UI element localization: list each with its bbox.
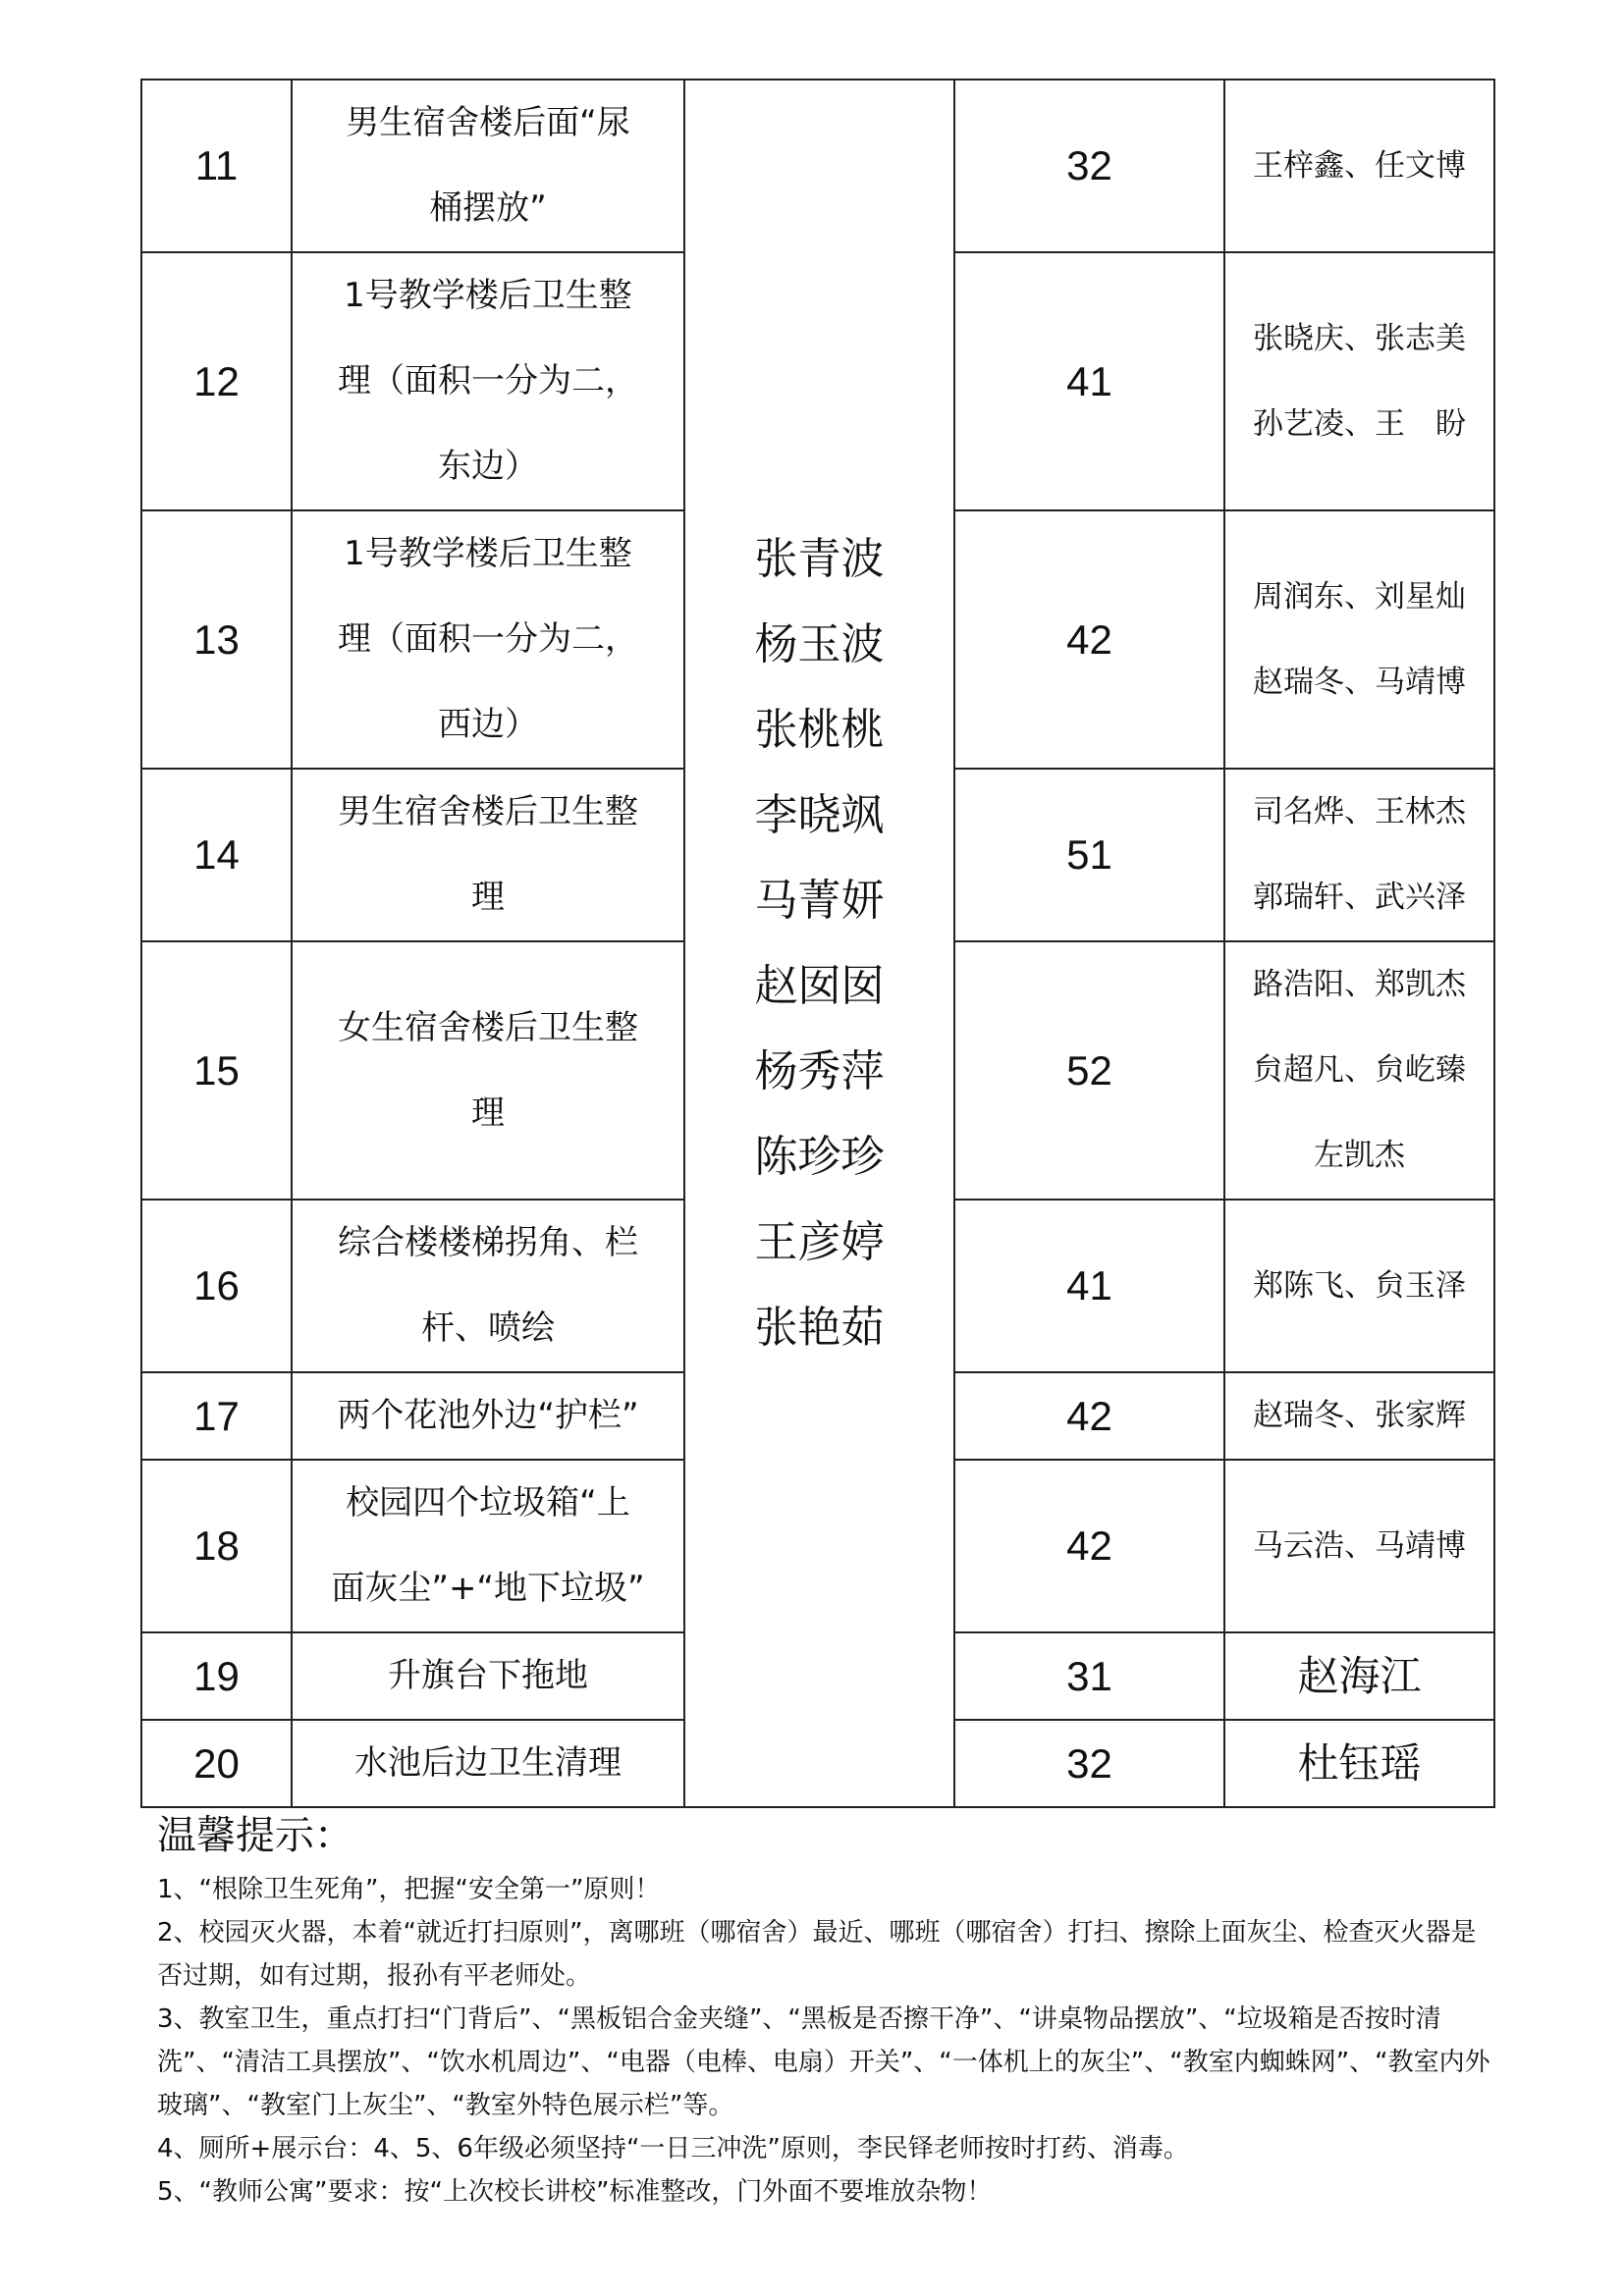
students-cell: 路浩阳、郑凯杰 贠超凡、贠屹臻 左凯杰	[1224, 941, 1494, 1200]
students-cell: 郑陈飞、贠玉泽	[1224, 1200, 1494, 1372]
students-cell: 王梓鑫、任文博	[1224, 80, 1494, 252]
row-number: 16	[141, 1200, 292, 1372]
class-cell: 42	[954, 1372, 1224, 1460]
table-row	[141, 80, 1494, 252]
teacher-name: 杨秀萍	[754, 1046, 885, 1096]
students-cell: 司名烨、王林杰 郭瑞轩、武兴泽	[1224, 769, 1494, 941]
row-number: 17	[141, 1372, 292, 1460]
teacher-name: 杨玉波	[754, 619, 885, 669]
duty-table	[140, 79, 1495, 1808]
students-cell: 赵海江	[1224, 1632, 1494, 1720]
students-cell: 杜钰瑶	[1224, 1720, 1494, 1807]
class-cell: 32	[954, 1720, 1224, 1807]
tip-item: 3、教室卫生，重点打扫“门背后”、“黑板铝合金夹缝”、“黑板是否擦干净”、“讲桌物品摆放”、“垃圾箱是否按时清洗”、“清洁工具摆放”、“饮水机周边”、“电器（电棒、电扇）开关”、“一体机上的灰尘”、“教室内蜘蛛网”、“教室内外玻璃”、“教室门上灰尘”、“教室外特色展示栏”等。	[157, 2004, 1490, 2120]
teacher-name: 马菁妍	[754, 876, 885, 926]
class-cell: 42	[954, 1460, 1224, 1632]
task-cell: 水池后边卫生清理	[292, 1720, 684, 1807]
class-cell: 41	[954, 252, 1224, 510]
teacher-name: 张艳茹	[754, 1303, 885, 1353]
row-number: 11	[141, 80, 292, 252]
task-cell: 两个花池外边“护栏”	[292, 1372, 684, 1460]
task-cell: 1号教学楼后卫生整 理（面积一分为二， 西边）	[292, 510, 684, 769]
students-cell: 赵瑞冬、张家辉	[1224, 1372, 1494, 1460]
class-cell: 32	[954, 80, 1224, 252]
teacher-name: 张桃桃	[754, 705, 885, 755]
class-cell: 51	[954, 769, 1224, 941]
class-cell: 52	[954, 941, 1224, 1200]
class-cell: 41	[954, 1200, 1224, 1372]
row-number: 13	[141, 510, 292, 769]
tip-item: 2、校园灭火器，本着“就近打扫原则”，离哪班（哪宿舍）最近、哪班（哪宿舍）打扫、擦除上面灰尘、检查灭火器是否过期，如有过期，报孙有平老师处。	[157, 1918, 1477, 1991]
tip-item: 5、“教师公寓”要求：按“上次校长讲校”标准整改，门外面不要堆放杂物！	[157, 2177, 993, 2207]
teacher-name: 李晓飒	[754, 790, 885, 840]
teacher-name: 陈珍珍	[754, 1132, 885, 1182]
teacher-name: 张青波	[754, 534, 885, 584]
task-cell: 校园四个垃圾箱“上 面灰尘”+“地下垃圾”	[292, 1460, 684, 1632]
task-cell: 男生宿舍楼后面“尿 桶摆放”	[292, 80, 684, 252]
row-number: 20	[141, 1720, 292, 1807]
class-cell: 42	[954, 510, 1224, 769]
row-number: 14	[141, 769, 292, 941]
row-number: 12	[141, 252, 292, 510]
task-cell: 女生宿舍楼后卫生整 理	[292, 941, 684, 1200]
row-number: 15	[141, 941, 292, 1200]
teacher-name: 赵囡囡	[754, 961, 885, 1011]
tip-item: 1、“根除卫生死角”，把握“安全第一”原则！	[157, 1875, 661, 1904]
teacher-name: 王彦婷	[754, 1217, 885, 1267]
task-cell: 综合楼楼梯拐角、栏 杆、喷绘	[292, 1200, 684, 1372]
students-cell: 周润东、刘星灿 赵瑞冬、马靖博	[1224, 510, 1494, 769]
students-cell: 马云浩、马靖博	[1224, 1460, 1494, 1632]
task-cell: 男生宿舍楼后卫生整 理	[292, 769, 684, 941]
tip-item: 4、厕所+展示台：4、5、6年级必须坚持“一日三冲洗”原则，李民铎老师按时打药、消毒。	[157, 2134, 1189, 2163]
teachers-cell	[684, 80, 954, 1807]
row-number: 18	[141, 1460, 292, 1632]
task-cell: 升旗台下拖地	[292, 1632, 684, 1720]
row-number: 19	[141, 1632, 292, 1720]
class-cell: 31	[954, 1632, 1224, 1720]
tips-title: 温馨提示：	[157, 1813, 353, 1858]
task-cell: 1号教学楼后卫生整 理（面积一分为二， 东边）	[292, 252, 684, 510]
students-cell: 张晓庆、张志美 孙艺凌、王 盼	[1224, 252, 1494, 510]
tips-section	[157, 1804, 1492, 2214]
